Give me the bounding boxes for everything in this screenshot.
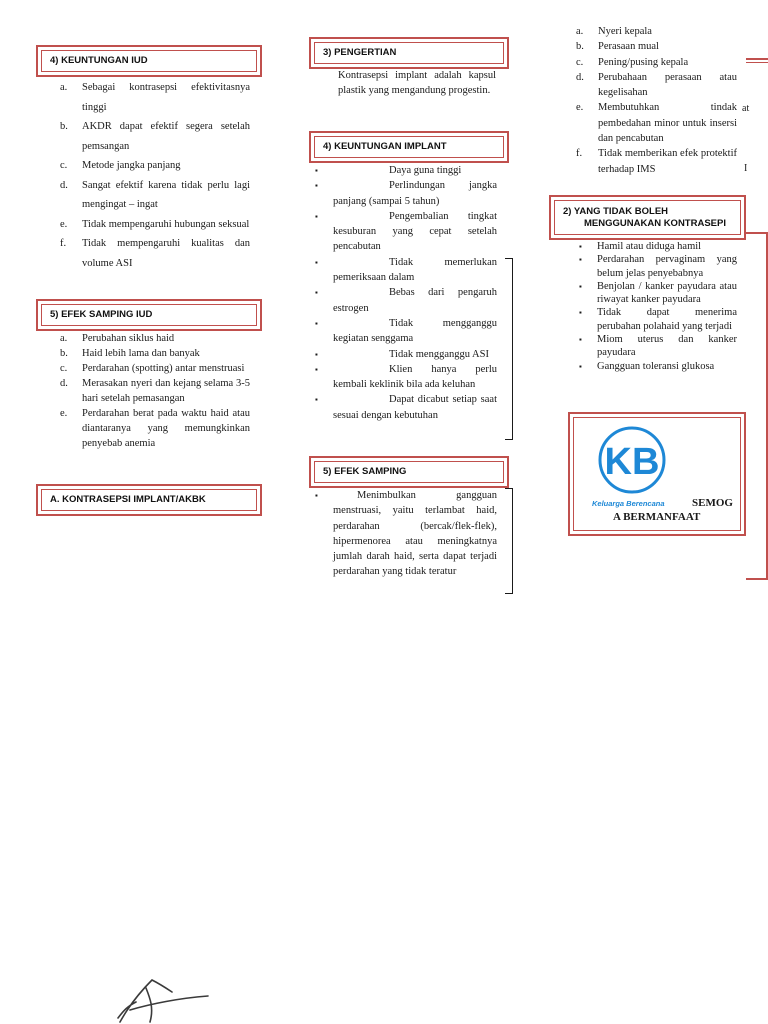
list-item-text: Tidak mengganggu ASI	[389, 348, 489, 360]
closing-line-1: SEMOG	[692, 497, 733, 509]
list-item	[315, 347, 497, 362]
list-item	[579, 333, 737, 360]
heading-tidak-boleh	[549, 195, 746, 240]
bullet-icon: ▪	[579, 242, 582, 251]
list-item-text: Perdarahan berat pada waktu haid atau diantaranya yang memungkinkan penyebab anemia	[82, 408, 250, 449]
heading-efek-samping-implant-label: 5) EFEK SAMPING	[314, 461, 504, 483]
list-item-text: Sangat efektif karena tidak perlu lagi mengingat – ingat	[82, 179, 250, 210]
list-marker: b.	[60, 348, 68, 359]
list-item	[315, 488, 497, 580]
heading-tidak-boleh-line1: 2) YANG TIDAK BOLEH	[563, 205, 669, 217]
bullet-icon: ▪	[579, 255, 582, 265]
list-item-text: Miom uterus dan kanker payudara	[597, 334, 737, 359]
implant-side-effects-list	[576, 24, 737, 177]
list-item	[315, 362, 497, 393]
list-item	[60, 117, 250, 156]
list-item-text: Membutuhkan tindak pembedahan minor untuk insersi dan pencabutan	[598, 102, 737, 145]
list-item-text: Merasakan nyeri dan kejang selama 3-5 hari setelah pemasangan	[82, 378, 250, 404]
keuntungan-implant-bracket	[505, 258, 513, 440]
list-item-text: Hamil atau diduga hamil	[597, 241, 702, 252]
list-marker: a.	[576, 26, 584, 37]
list-marker: a.	[60, 82, 68, 93]
list-marker: f.	[576, 148, 583, 160]
list-item-text: Bebas dari pengaruh estrogen	[333, 287, 497, 314]
heading-keuntungan-implant-label: 4) KEUNTUNGAN IMPLANT	[314, 136, 504, 158]
list-item	[60, 376, 250, 406]
list-item-text: Menimbulkan gangguan menstruasi, yaitu terlambat haid, perdarahan (bercak/flek-flek), hipermenorea atau meningkatnya jumlah darah haid, serta dapat terjadi perdarahan yang tidak teratur	[333, 490, 497, 578]
efek-samping-bracket	[505, 488, 513, 594]
list-item	[60, 156, 250, 176]
list-item-text: Benjolan / kanker payudara atau riwayat kanker payudara	[597, 280, 737, 306]
heading-efek-samping-implant	[309, 456, 509, 488]
list-item-text: Tidak mempengaruhi hubungan seksual	[82, 218, 250, 230]
kb-logo-caption: Keluarga Berencana	[592, 499, 665, 508]
heading-kontrasepsi-implant-label: A. KONTRASEPSI IMPLANT/AKBK	[41, 489, 257, 511]
list-item-text: Gangguan toleransi glukosa	[597, 360, 715, 372]
bullet-icon: ▪	[579, 308, 582, 318]
list-item	[576, 100, 737, 146]
list-marker: f.	[60, 238, 67, 249]
heading-tidak-boleh-line2: MENGGUNAKAN KONTRASEPI	[584, 217, 726, 229]
pengertian-text: Kontrasepsi implant adalah kapsul plastik yang mengandung progestin.	[338, 70, 496, 96]
bullet-icon: ▪	[315, 349, 318, 359]
list-item	[576, 39, 737, 54]
list-item	[60, 176, 250, 215]
list-item-text: Pening/pusing kepala	[598, 56, 689, 68]
heading-kontrasepsi-implant	[36, 484, 262, 516]
list-item	[60, 331, 250, 346]
list-item	[579, 360, 737, 373]
list-marker: b.	[576, 41, 584, 53]
list-item	[576, 24, 737, 39]
list-item	[576, 70, 737, 101]
list-item-text: Perdarahan (spotting) antar menstruasi	[82, 363, 245, 374]
list-item	[60, 78, 250, 117]
bullet-icon: ▪	[579, 361, 582, 371]
keuntungan-iud-list	[60, 78, 250, 273]
bullet-icon: ▪	[315, 318, 318, 328]
list-marker: d.	[576, 71, 584, 83]
right-edge-bracket	[746, 232, 768, 580]
list-item	[579, 306, 737, 333]
list-marker: e.	[576, 102, 584, 114]
heading-keuntungan-implant	[309, 131, 509, 163]
right-edge-line-top	[746, 58, 768, 60]
list-marker: a.	[60, 333, 68, 344]
bullet-icon: ▪	[315, 211, 318, 221]
list-marker: b.	[60, 121, 68, 132]
list-item	[60, 234, 250, 273]
heading-tidak-boleh-label	[554, 200, 741, 235]
list-marker: e.	[60, 218, 68, 230]
list-item	[315, 209, 497, 255]
efek-samping-clip	[300, 488, 510, 592]
list-item-text: AKDR dapat efektif segera setelah pemsangan	[82, 121, 250, 152]
list-item	[60, 215, 250, 235]
kb-logo-letters: KB	[604, 441, 660, 483]
list-item-text: Tidak mempengaruhi kualitas dan volume ASI	[82, 238, 250, 269]
list-item	[315, 285, 497, 316]
list-item-text: Dapat dicabut setiap saat sesuai dengan kebutuhan	[333, 394, 497, 421]
list-item-text: Perdarahan pervaginam yang belum jelas penyebabnya	[597, 254, 737, 279]
list-item	[60, 346, 250, 361]
list-item	[315, 163, 497, 178]
list-item	[579, 240, 737, 253]
list-marker: d.	[60, 179, 68, 191]
stray-mark-i: I	[744, 163, 748, 174]
heading-keuntungan-iud-label: 4) KEUNTUNGAN IUD	[41, 50, 257, 72]
list-item-text: Pengembalian tingkat kesuburan yang cepat setelah pencabutan	[333, 210, 497, 253]
bullet-icon: ▪	[315, 395, 318, 405]
list-item-text: Perasaan mual	[598, 41, 659, 53]
list-item-text: Metode jangka panjang	[82, 160, 181, 171]
bullet-icon: ▪	[315, 166, 318, 175]
heading-pengertian-label: 3) PENGERTIAN	[314, 42, 504, 64]
bullet-icon: ▪	[315, 491, 318, 500]
bullet-icon: ▪	[579, 281, 582, 291]
list-item	[315, 178, 497, 209]
list-item	[315, 316, 497, 347]
list-item	[576, 146, 737, 177]
list-item-text: Tidak mengganggu kegiatan senggama	[333, 317, 497, 345]
list-marker: c.	[576, 56, 584, 68]
list-item-text: Sebagai kontrasepsi efektivitasnya tinggi	[82, 82, 250, 113]
decorative-sketch-icon	[90, 974, 220, 1024]
bullet-icon: ▪	[315, 364, 318, 374]
list-item	[60, 361, 250, 376]
efek-samping-list	[315, 488, 497, 580]
bullet-icon: ▪	[315, 257, 318, 267]
efek-samping-iud-list	[60, 331, 250, 451]
list-item-text: Daya guna tinggi	[389, 165, 462, 176]
list-item-text: Perubahaan perasaan atau kegelisahan	[598, 71, 737, 99]
list-item	[60, 406, 250, 451]
list-item	[315, 392, 497, 423]
stray-mark-at: at	[742, 103, 750, 114]
list-marker: e.	[60, 408, 68, 419]
right-edge-line-top-2	[746, 62, 768, 63]
list-item	[579, 280, 737, 307]
closing-line-2: A BERMANFAAT	[613, 511, 701, 523]
list-item-text: Perubahan siklus haid	[82, 333, 175, 344]
keuntungan-implant-list	[315, 163, 497, 423]
heading-efek-samping-iud-label: 5) EFEK SAMPING IUD	[41, 304, 257, 326]
list-item-text: Klien hanya perlu kembali keklinik bila ada keluhan	[333, 363, 497, 391]
bullet-icon: ▪	[579, 335, 582, 345]
bullet-icon: ▪	[315, 288, 318, 298]
list-marker: c.	[60, 363, 68, 374]
list-item-text: Nyeri kepala	[598, 26, 652, 37]
list-marker: d.	[60, 378, 68, 389]
bullet-icon: ▪	[315, 181, 318, 191]
list-item-text: Tidak memberikan efek protektif terhadap IMS	[598, 148, 737, 175]
list-item	[576, 55, 737, 70]
heading-efek-samping-iud	[36, 299, 262, 331]
heading-pengertian	[309, 37, 509, 69]
list-item-text: Tidak memerlukan pemeriksaan dalam	[333, 256, 497, 284]
tidak-boleh-list	[579, 240, 737, 373]
list-item-text: Tidak dapat menerima perubahan polahaid yang terjadi	[597, 307, 737, 332]
list-item-text: Perlindungan jangka panjang (sampai 5 tahun)	[333, 180, 497, 207]
list-item	[315, 255, 497, 286]
kb-logo-icon	[590, 422, 686, 502]
list-item	[579, 253, 737, 280]
list-marker: c.	[60, 160, 68, 171]
list-item-text: Haid lebih lama dan banyak	[82, 348, 200, 359]
heading-keuntungan-iud	[36, 45, 262, 77]
